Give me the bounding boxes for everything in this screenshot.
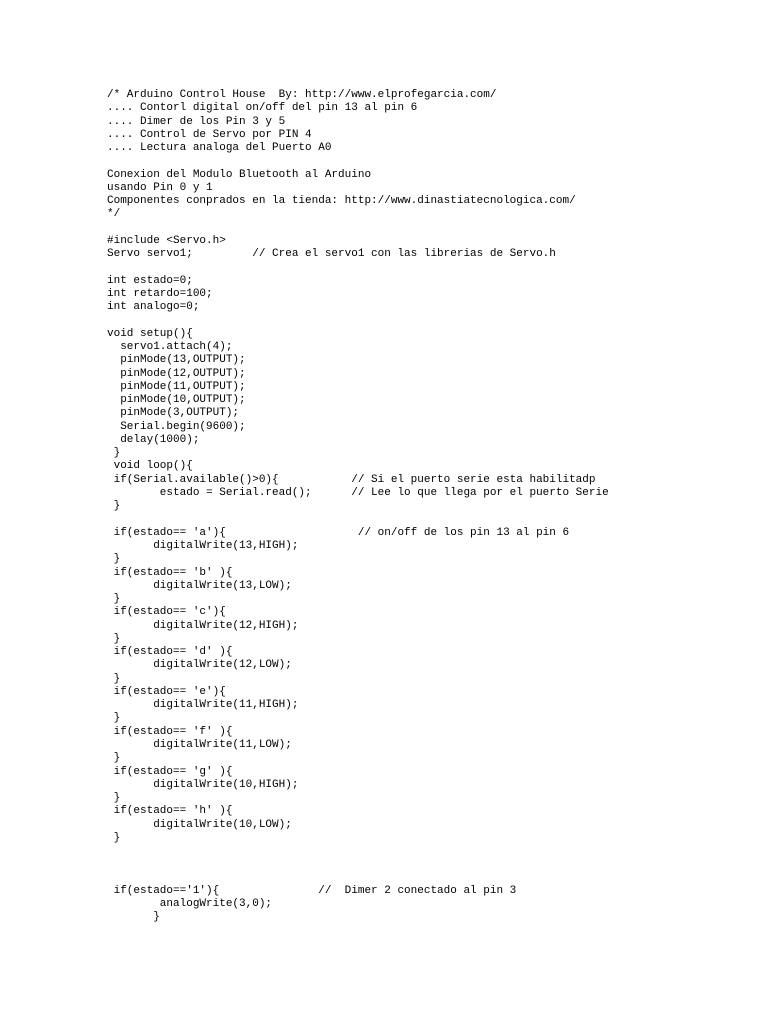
code-line <box>107 514 609 527</box>
code-line: void setup(){ <box>107 327 193 340</box>
code-line: Servo servo1; // Crea el servo1 con las librerias de Servo.h <box>107 248 556 261</box>
code-line: digitalWrite(13,LOW); <box>107 579 292 592</box>
code-line: } <box>107 500 121 513</box>
code-line: servo1.attach(4); <box>107 341 233 354</box>
code-line: digitalWrite(11,HIGH); <box>107 699 299 712</box>
code-line: if(estado== 'a'){ // on/off de los pin 13 al pin 6 <box>107 526 570 539</box>
code-line: void loop(){ <box>107 460 193 473</box>
code-line: pinMode(10,OUTPUT); <box>107 394 246 407</box>
code-line <box>107 845 609 858</box>
code-line: digitalWrite(12,HIGH); <box>107 619 299 632</box>
code-line: if(estado== 'b' ){ <box>107 566 233 579</box>
code-line: Serial.begin(9600); <box>107 420 246 433</box>
code-line: digitalWrite(11,LOW); <box>107 739 292 752</box>
code-line: #include <Servo.h> <box>107 234 226 247</box>
code-line: if(estado== 'd' ){ <box>107 646 233 659</box>
code-line: } <box>107 831 121 844</box>
code-line: if(estado== 'g' ){ <box>107 765 233 778</box>
code-line: usando Pin 0 y 1 <box>107 181 213 194</box>
code-line: .... Contorl digital on/off del pin 13 al pin 6 <box>107 102 418 115</box>
code-line: if(estado== 'h' ){ <box>107 805 233 818</box>
code-line: digitalWrite(10,LOW); <box>107 818 292 831</box>
code-line: if(estado== 'e'){ <box>107 685 226 698</box>
code-line <box>107 222 609 235</box>
code-line: .... Lectura analoga del Puerto A0 <box>107 142 332 155</box>
code-line: } <box>107 752 121 765</box>
code-line: Componentes conprados en la tienda: http://www.dinastiatecnologica.com/ <box>107 195 576 208</box>
code-line: if(Serial.available()>0){ // Si el puerto serie esta habilitadp <box>107 473 596 486</box>
code-line: } <box>107 593 121 606</box>
code-line <box>107 872 609 885</box>
code-line: pinMode(12,OUTPUT); <box>107 367 246 380</box>
code-line: pinMode(3,OUTPUT); <box>107 407 240 420</box>
code-line: int estado=0; <box>107 274 193 287</box>
code-line: if(estado=='1'){ // Dimer 2 conectado al pin 3 <box>107 884 517 897</box>
code-line: digitalWrite(10,HIGH); <box>107 778 299 791</box>
code-line: } <box>107 672 121 685</box>
code-line: /* Arduino Control House By: http://www.elprofegarcia.com/ <box>107 89 497 101</box>
code-line: } <box>107 911 160 924</box>
code-line: estado = Serial.read(); // Lee lo que llega por el puerto Serie <box>107 486 609 499</box>
code-line: if(estado== 'c'){ <box>107 606 226 619</box>
code-line: delay(1000); <box>107 433 200 446</box>
code-listing <box>107 89 609 925</box>
code-line: */ <box>107 208 121 221</box>
code-line: digitalWrite(12,LOW); <box>107 659 292 672</box>
code-line <box>107 858 609 871</box>
code-line: } <box>107 632 121 645</box>
code-line: if(estado== 'f' ){ <box>107 725 233 738</box>
code-line: int analogo=0; <box>107 301 200 314</box>
code-line: pinMode(13,OUTPUT); <box>107 354 246 367</box>
code-line: } <box>107 553 121 566</box>
code-line: digitalWrite(13,HIGH); <box>107 540 299 553</box>
code-line <box>107 155 609 168</box>
code-line: .... Control de Servo por PIN 4 <box>107 128 312 141</box>
code-line <box>107 261 609 274</box>
code-line: } <box>107 447 121 460</box>
code-line: } <box>107 712 121 725</box>
code-line: .... Dimer de los Pin 3 y 5 <box>107 115 286 128</box>
code-line: analogWrite(3,0); <box>107 898 273 911</box>
code-line: } <box>107 792 121 805</box>
code-line: int retardo=100; <box>107 287 213 300</box>
code-line: pinMode(11,OUTPUT); <box>107 380 246 393</box>
code-line: Conexion del Modulo Bluetooth al Arduino <box>107 168 372 181</box>
code-line <box>107 315 609 328</box>
